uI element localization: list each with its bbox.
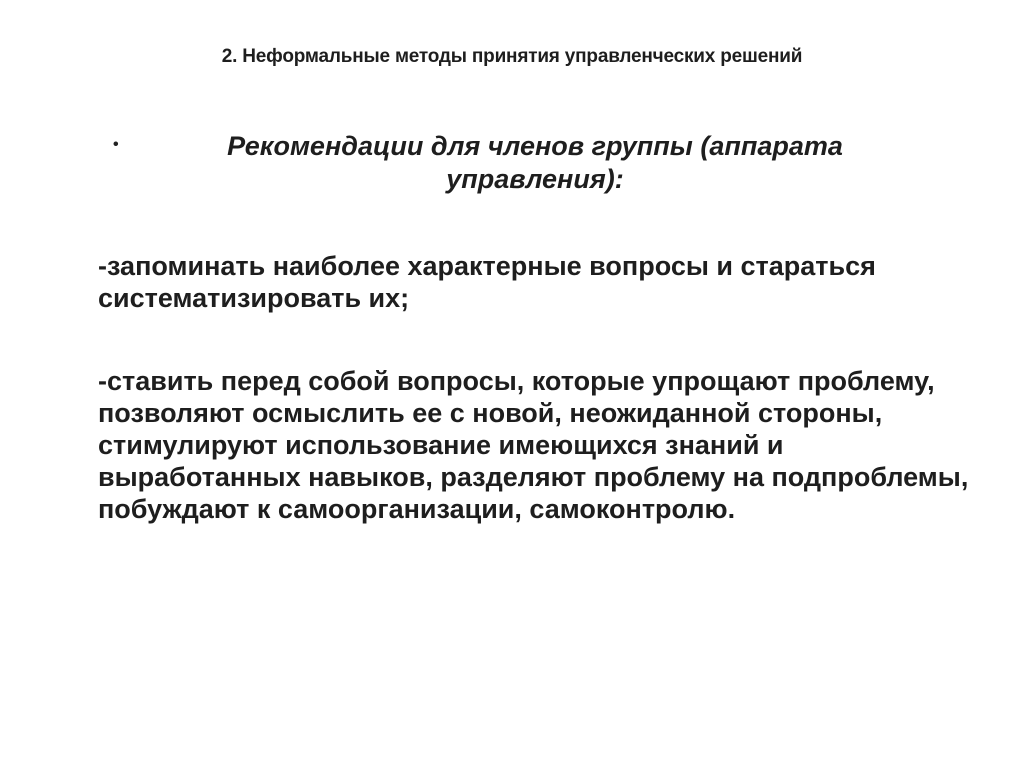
- subheading: Рекомендации для членов группы (аппарата управления):: [227, 131, 843, 194]
- slide-title: 2. Неформальные методы принятия управленческих решений: [221, 46, 803, 67]
- recommendation-item-2: -ставить перед собой вопросы, которые упрощают проблему, позволяют осмыслить ее с новой, неожиданной стороны, стимулируют использование имеющихся знаний и выработанных навыков, разделяют проблему на подпроблемы, побуждают к самоорганизации, самоконтролю.: [98, 366, 969, 524]
- bullet-marker: •: [113, 136, 119, 153]
- recommendation-item-1: -запоминать наиболее характерные вопросы и стараться систематизировать их;: [98, 251, 876, 313]
